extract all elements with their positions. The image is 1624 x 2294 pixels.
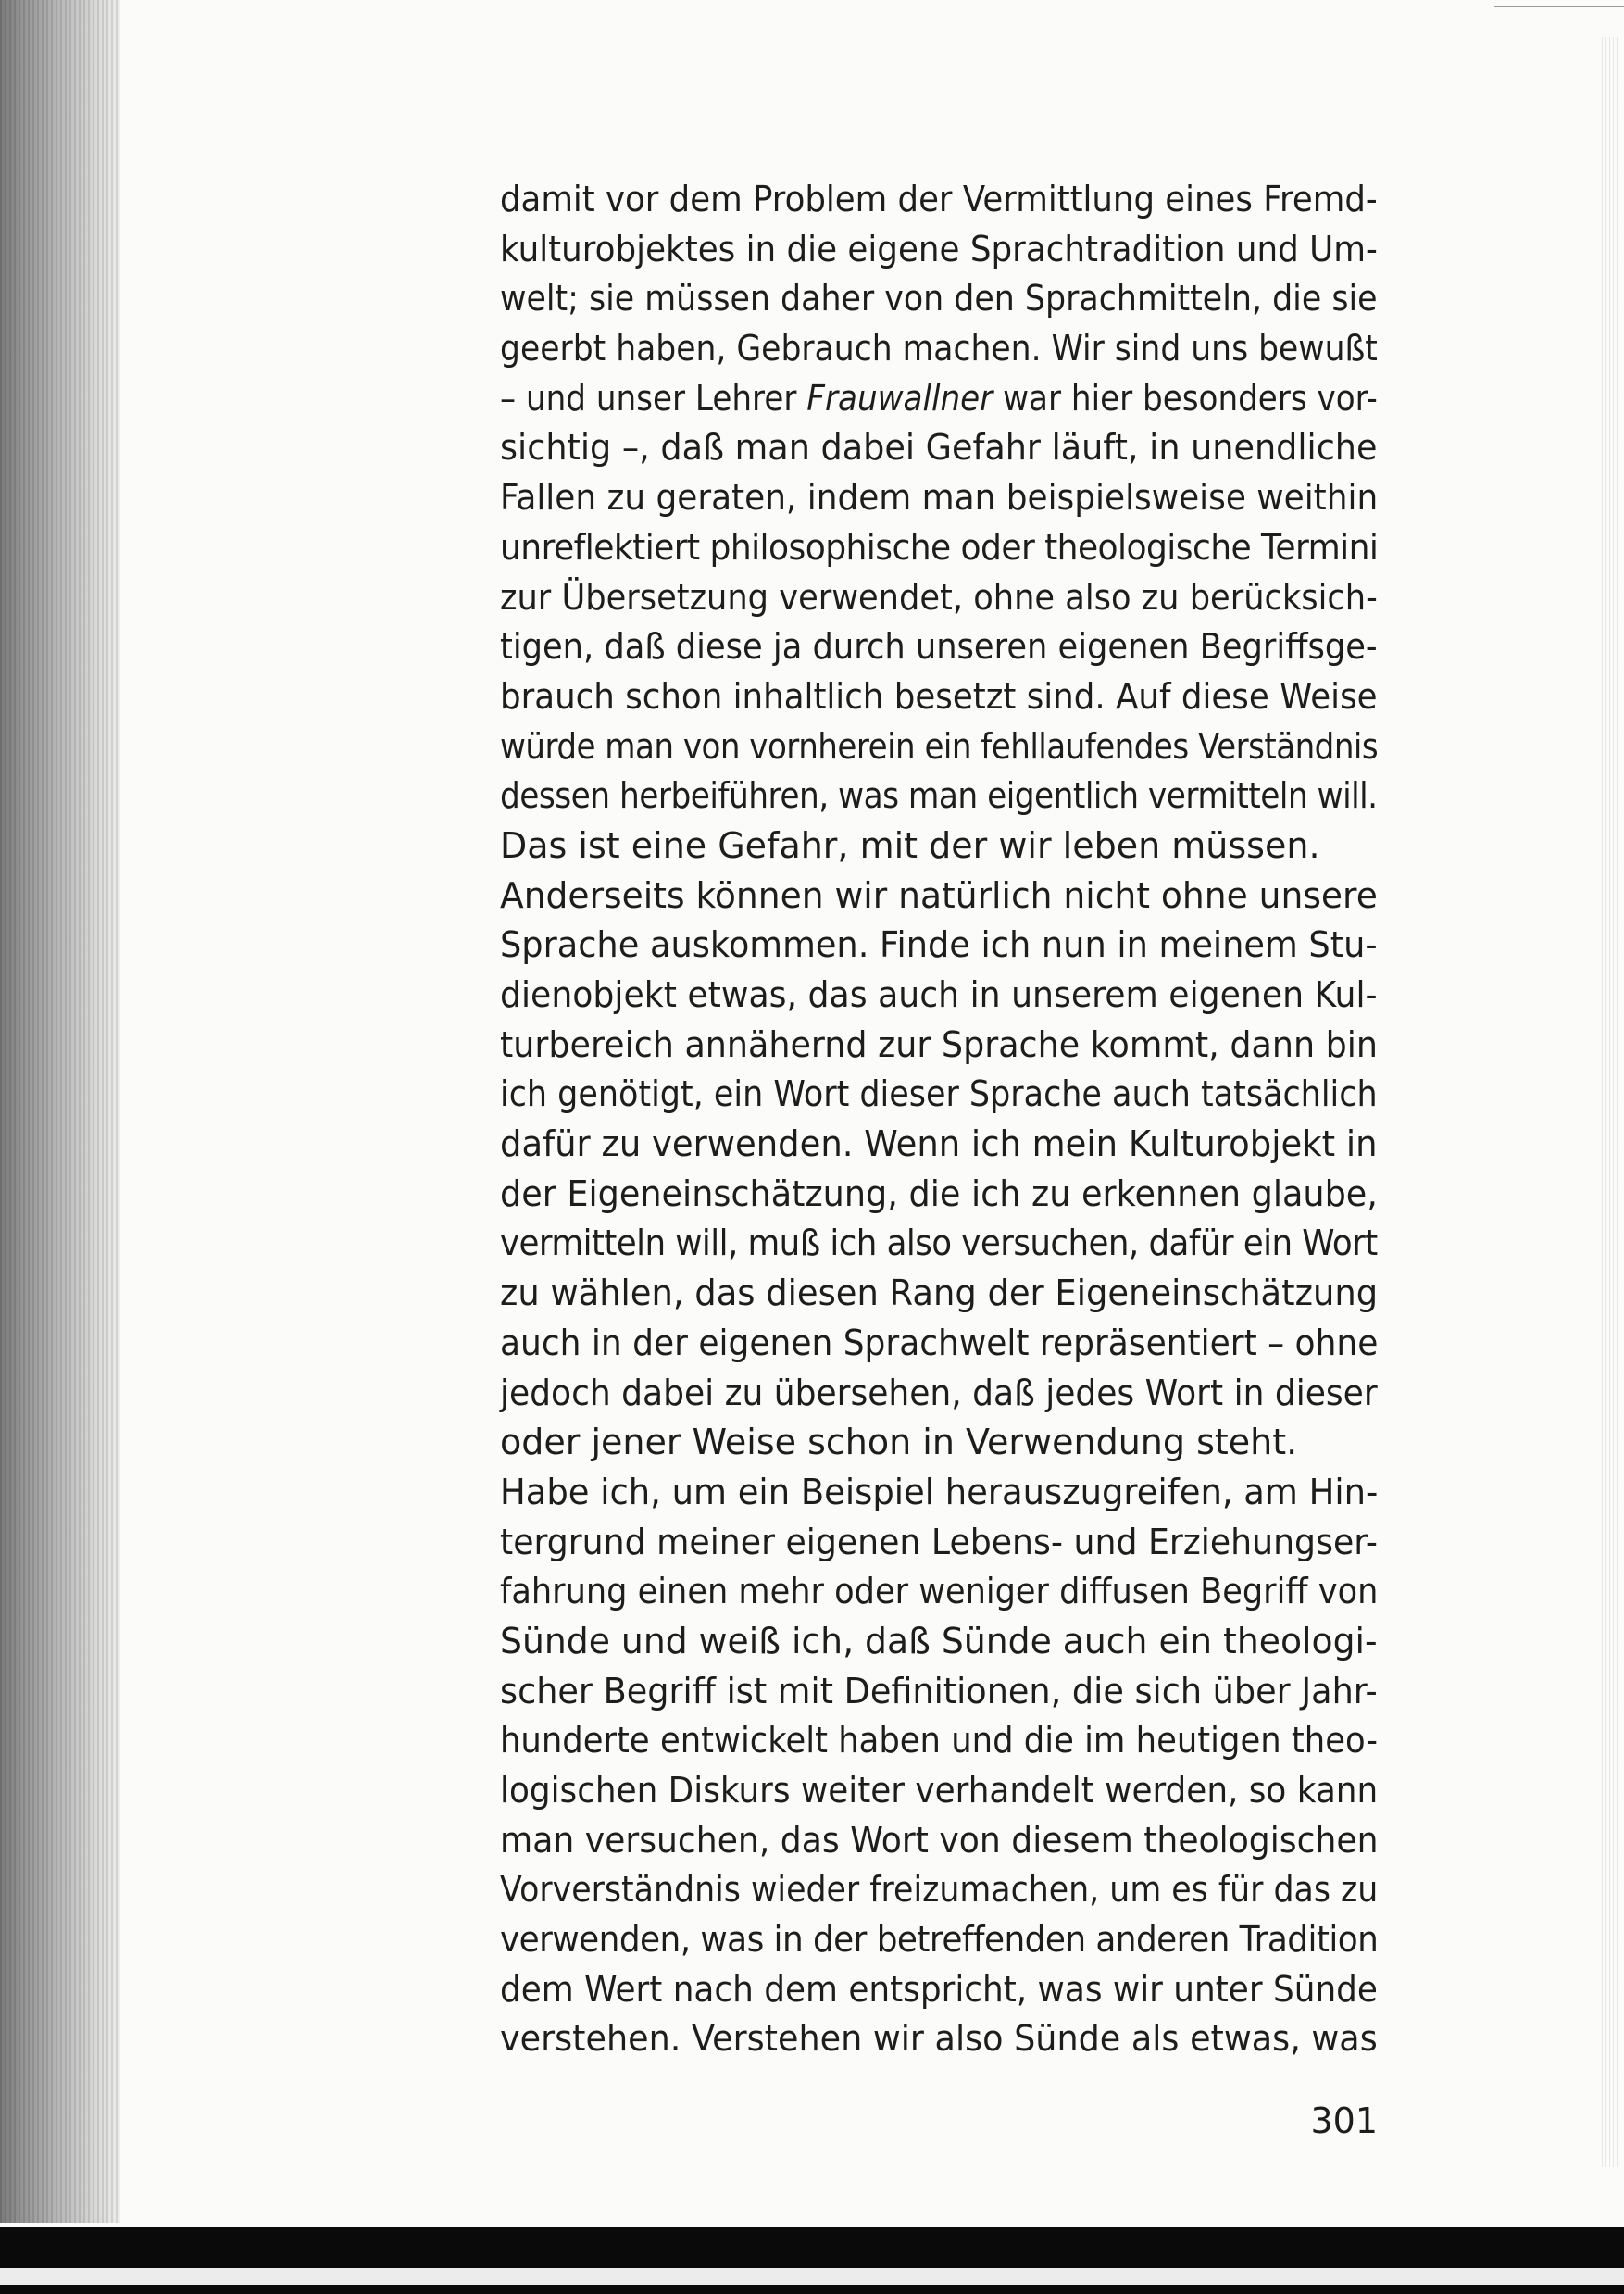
text-line: dessen herbeiführen, was man eigentlich vermitteln will. [500,775,1378,817]
text-line: Anderseits können wir natürlich nicht ohne unsere [500,874,1378,916]
author-name-italic: Frauwallner [806,377,993,419]
text-line: Sprache auskommen. Finde ich nun in meinem Stu- [500,924,1378,966]
text-line: fahrung einen mehr oder weniger diffusen Begriff von [500,1571,1379,1612]
text-line: turbereich annähernd zur Sprache kommt, dann bin [500,1023,1379,1065]
text-line: vermitteln will, muß ich also versuchen, dafür ein Wort [500,1222,1378,1264]
text-line: dienobjekt etwas, das auch in unserem eigenen Kul- [500,974,1378,1015]
scan-bottom-border [0,2227,1624,2294]
text-line: kulturobjektes in die eigene Sprachtradition und Um- [500,228,1378,270]
text-line: auch in der eigenen Sprachwelt repräsentiert – ohne [500,1322,1379,1363]
text-segment: war hier besonders vor- [993,377,1378,419]
text-line: verwenden, was in der betreffenden anderen Tradition [500,1919,1379,1961]
page-edge [1602,37,1618,2167]
text-line: zur Übersetzung verwendet, ohne also zu berücksich- [500,576,1378,618]
text-line: verstehen. Verstehen wir also Sünde als etwas, was [500,2018,1378,2060]
text-line: Sünde und weiß ich, daß Sünde auch ein theologi- [500,1620,1378,1661]
text-line: brauch schon inhaltlich besetzt sind. Auf diese Weise [500,675,1378,717]
text-line-paragraph-end: oder jener Weise schon in Verwendung steht. [500,1422,1298,1463]
text-line: ich genötigt, ein Wort dieser Sprache auch tatsächlich [500,1073,1378,1115]
text-segment: – und unser Lehrer [500,377,807,419]
book-gutter-shadow [0,0,120,2223]
scan-edge-line [1494,6,1624,7]
text-line: zu wählen, das diesen Rang der Eigeneinschätzung [500,1272,1379,1314]
text-line-paragraph-end: Das ist eine Gefahr, mit der wir leben müssen. [500,824,1320,866]
text-line: Fallen zu geraten, indem man beispielsweise weithin [500,477,1379,519]
text-line: Vorverständnis wieder freizumachen, um es für das zu [500,1869,1379,1911]
text-line: Habe ich, um ein Beispiel herauszugreifen, am Hin- [500,1471,1379,1512]
text-line: geerbt haben, Gebrauch machen. Wir sind uns bewußt [500,328,1378,370]
text-line: hunderte entwickelt haben und die im heutigen theo- [500,1720,1379,1761]
text-line: jedoch dabei zu übersehen, daß jedes Wort in dieser [500,1372,1378,1413]
text-line: der Eigeneinschätzung, die ich zu erkennen glaube, [500,1172,1378,1214]
text-line: sichtig –, daß man dabei Gefahr läuft, in unendliche [500,427,1378,469]
text-line: logischen Diskurs weiter verhandelt werden, so kann [500,1770,1379,1811]
text-line: welt; sie müssen daher von den Sprachmitteln, die sie [500,278,1378,320]
text-line-with-name [500,374,1378,424]
text-line: dem Wert nach dem entspricht, was wir unter Sünde [500,1968,1378,2010]
text-line: damit vor dem Problem der Vermittlung eines Fremd- [500,179,1378,219]
text-line: tigen, daß diese ja durch unseren eigenen Begriffsge- [500,626,1378,668]
body-text [500,175,1378,2064]
page-number: 301 [1310,2100,1378,2141]
text-line: dafür zu verwenden. Wenn ich mein Kulturobjekt in [500,1123,1378,1165]
text-line: man versuchen, das Wort von diesem theologischen [500,1819,1379,1861]
text-line: scher Begriff ist mit Definitionen, die sich über Jahr- [500,1670,1378,1711]
text-line: tergrund meiner eigenen Lebens- und Erziehungser- [500,1521,1378,1562]
text-line: würde man von vornherein ein fehllaufendes Verständnis [500,725,1379,767]
text-line: unreflektiert philosophische oder theologische Termini [500,526,1379,568]
